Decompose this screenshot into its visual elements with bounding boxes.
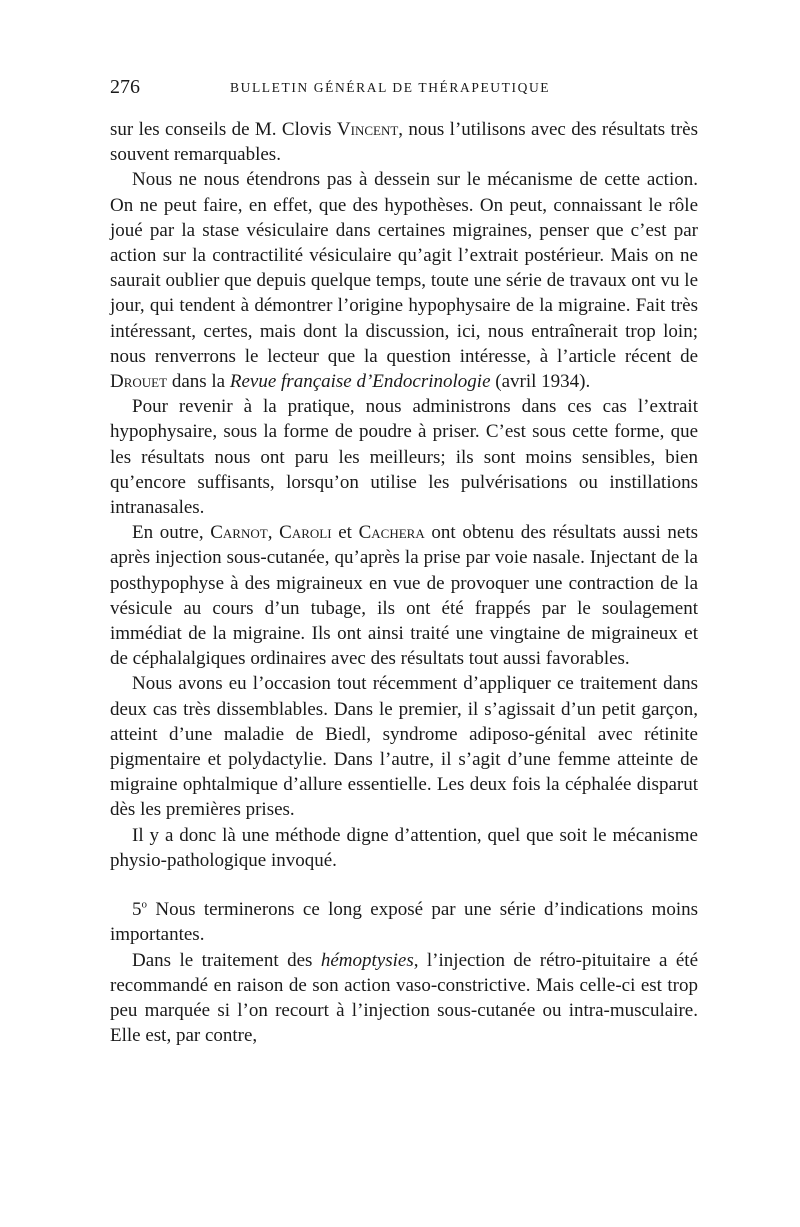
paragraph-6: Il y a donc là une méthode digne d’attention, quel que soit le mécanisme physio-pathologique invoqué. <box>110 824 698 871</box>
paragraph-3: Pour revenir à la pratique, nous administrons dans ces cas l’extrait hypophysaire, sous la forme de poudre à priser. C’est sous cette forme, que les résultats nous ont paru les meilleurs; ils sont moins sensibles, bien qu’encore suffisants, lorsqu’on utilise les pulvérisations ou instillations intranasales. <box>110 396 698 519</box>
medical-term: hémoptysies <box>320 949 414 971</box>
text-run: En outre, <box>132 522 211 544</box>
ordinal-mark: o <box>141 898 147 911</box>
text-run: Dans le traitement des <box>132 949 321 971</box>
text-run: ont obtenu des résultats aussi nets après injection sous-cutanée, qu’après la prise par voie nasale. Injectant de la posthypophyse à des migraineux en vue de provoquer une contraction de la vésicule au cours d’un tubage, ils ont été frappés par le soulagement immédiat de la migraine. Ils ont ainsi traité une vingtaine de migraineux et de céphalalgiques ordinaires avec des résultats tout aussi favorables. <box>110 522 699 670</box>
text-run: , l’injection de rétro-pituitaire a été recommandé en raison de son action vaso-constrictive. Mais celle-ci est trop peu marquée si l’on recourt à l’injection sous-cutanée ou intra-musculaire. Elle est, par contre, <box>110 949 699 1047</box>
author-name: Carnot <box>210 522 268 544</box>
paragraph-1 <box>110 117 698 167</box>
text-run: Nous ne nous étendrons pas à dessein sur le mécanisme de cette action. On ne peut faire, en effet, que des hypothèses. On peut, connaissant le rôle joué par la stase vésiculaire dans certaines migraines, penser que c’est par action sur la contractilité vésiculaire qu’agit l’extrait postérieur. Mais on ne saurait oublier que depuis quelque temps, toute une série de travaux ont vu le jour, qui tendent à démontrer l’origine hypophysaire de la migraine. Fait très intéressant, certes, mais dont la discussion, ici, nous entraînerait trop loin; nous renverrons le lecteur que la question intéresse, à l’article récent de <box>110 169 698 367</box>
author-name: Drouet <box>110 371 168 393</box>
text-run: , nous l’utilisons avec des résultats très souvent remarquables. <box>110 119 698 166</box>
paragraph-5: Nous avons eu l’occasion tout récemment d’appliquer ce traitement dans deux cas très dissemblables. Dans le premier, il s’agissait d’un petit garçon, atteint d’une maladie de Biedl, syndrome adiposo-génital avec rétinite pigmentaire et polydactylie. Dans l’autre, il s’agit d’une femme atteinte de migraine ophtalmique d’allure essentielle. Les deux fois la céphalée disparut dès les premières prises. <box>110 673 698 821</box>
text-run: Nous terminerons ce long exposé par une série d’indications moins importantes. <box>110 899 698 946</box>
journal-title: Revue française d’Endocrinologie <box>229 371 491 393</box>
paragraph-2 <box>110 167 698 394</box>
text-run: et <box>331 522 359 544</box>
section-5-intro <box>110 897 698 947</box>
text-run: sur les conseils de M. Clovis <box>110 119 337 140</box>
paragraph-4 <box>110 520 698 671</box>
running-title: BULLETIN GÉNÉRAL DE THÉRAPEUTIQUE <box>230 80 551 95</box>
text-run: (avril 1934). <box>490 371 591 393</box>
section-number: 5 <box>132 899 142 921</box>
page-header <box>110 76 698 102</box>
text-run: , <box>267 522 280 544</box>
body-text <box>110 117 698 1048</box>
text-run: dans la <box>167 371 230 393</box>
author-name: Vincent <box>336 119 399 140</box>
author-name: Caroli <box>279 522 332 544</box>
author-name: Cachera <box>358 522 425 544</box>
page-number: 276 <box>110 76 140 98</box>
paragraph-8 <box>110 948 698 1049</box>
